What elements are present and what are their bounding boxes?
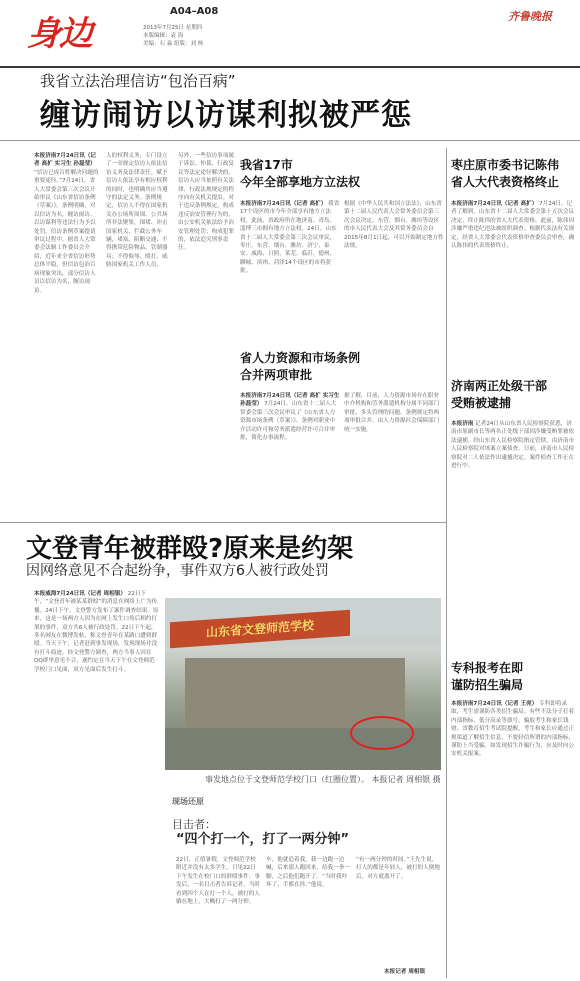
zaozhuang-body xyxy=(451,200,576,375)
lead-col3: 另外，一些信访事项属于诉讼、仲裁、行政复议等法定途径解决的，信访人应当依照有关法律、行政法规规定的程序向有关机关提出。对于违反条例规定，构成违反治安管理行为的，由公安机关依法给予治安管理处罚；构成犯罪的，依法追究刑事责任。 xyxy=(178,153,234,252)
end-byline: 本报记者 周相银 xyxy=(384,969,426,975)
hukou-title: 我省17市 今年全部享地方立法权 xyxy=(240,158,361,189)
witness-col2: 车，他就追着我，我一边跑一边喊，后来那人跑回来，给我一拳一脚，之后他们跑开了。“当时我吓坏了，手都在抖。”他说。 xyxy=(266,857,350,889)
hukou-byline: 本报济南7月24日讯（记者 高扩） xyxy=(240,201,327,207)
jinan-text: 记者24日从山东省人民检察院获悉，济南市原副市长等两名正处级干部因涉嫌受贿罪被依法逮捕。经山东省人民检察院指定管辖，由济南市人民检察院对该案立案侦查。日前，济南市人民检察院对二人依法作出逮捕决定。案件侦查工作正在进行中。 xyxy=(451,421,575,470)
lead-byline: 本报济南7月24日讯（记者 高扩 实习生 孙磊莹） xyxy=(34,153,97,168)
feature-headline: 文登青年被群殴?原来是约架 xyxy=(26,534,354,564)
jinan-body xyxy=(451,420,576,650)
page-range: A04–A08 xyxy=(170,6,219,17)
market-byline: 本报济南7月24日讯（记者 高扩 实习生 孙磊莹） xyxy=(240,393,340,408)
exam-byline: 本报济南7月24日讯（记者 王亮） xyxy=(451,701,538,707)
exam-title: 专科报考在即 谨防招生骗局 xyxy=(451,661,524,692)
zaozhuang-title: 枣庄原市委书记陈伟 省人大代表资格终止 xyxy=(451,158,560,189)
witness-col3: “有一两分钟的时间。”王先生说，打人的都是年轻人，被打的人倒地后，对方就离开了。 xyxy=(356,857,440,880)
masthead xyxy=(0,0,580,68)
section-label: 现场还原 xyxy=(172,797,204,806)
lead-col2: 人的权利义务，专门设立了一章规定信访人依法信访义务及法律责任。赋予信访人依法享有相应权利的同时，也明确其应当遵守的法定义务。条例规定，信访人不得在国家机关办公场所周围、公共场所非法聚集，围堵、冲击国家机关，拦截公务车辆，堵塞、阻断交通；不得携带危险物品、管制器具；不得侮辱、殴打、威胁国家机关工作人员。 xyxy=(106,153,168,269)
market-col2: 据了解，目前，人力资源市场存在职业中介机构和劳务派遣机构分属不同部门审批、多头管理的问题。条例规定将两项审批合并，由人力资源社会保障部门统一实施。 xyxy=(344,393,440,433)
section-logo: 身边 xyxy=(27,14,91,54)
school-sign: 山东省文登师范学校 xyxy=(170,610,350,649)
market-col1 xyxy=(240,392,340,517)
witness-label: 目击者： xyxy=(172,818,216,831)
feature-dek: 因网络意见不合起纷争，事件双方6人被行政处罚 xyxy=(26,563,329,579)
divider xyxy=(0,522,446,523)
feature-byline: 本报威海7月24日讯（记者 周相银） xyxy=(34,591,126,597)
witness-col1: 22日，正值暑假，文登师范学校附近并没有太多学生，只见22日下午发生在校门口的群殴事件。事发后，一名目击者告诉记者，当时看到四个人在打一个人，被打的人躺在地上，大概打了一两分钟。 xyxy=(176,857,260,906)
hukou-col2: 根据《中华人民共和国立法法》，山东省第十二届人民代表大会常务委员会第三次会议决定，东营、烟台、潍坊等设区的市人民代表大会及其常务委员会自2015年8月1日起，可以开始制定地方性法规。 xyxy=(344,201,444,250)
witness-quote: “四个打一个，打了一两分钟” xyxy=(176,832,350,847)
feature-body xyxy=(34,590,160,978)
lead-kicker: 我省立法治理信访“包治百病” xyxy=(40,72,236,90)
market-title: 省人力资源和市场条例 合并两项审批 xyxy=(240,351,361,382)
zaozhuang-text: 7月24日，记者了解到，山东省十二届人大常委会第十五次会议决定，终止陈伟的省人大代表资格。此前，陈伟因涉嫌严重违纪违法被组织调查。根据代表法有关规定，经省人大常委会代表资格审查委员会审查，确认陈伟的代表资格终止。 xyxy=(451,201,575,250)
red-circle-marker xyxy=(350,716,414,750)
column-divider xyxy=(446,148,447,978)
lead-col1 xyxy=(34,152,100,512)
zaozhuang-byline: 本报济南7月24日讯（记者 高扩） xyxy=(451,201,538,207)
newspaper-brand: 齐鲁晚报 xyxy=(508,10,552,23)
exam-body xyxy=(451,700,576,978)
jinan-title: 济南两正处级干部 受贿被逮捕 xyxy=(451,379,548,410)
photo-caption: 事发地点位于文登师范学校门口（红圈位置）。 本报记者 周相银 摄 xyxy=(205,775,441,784)
divider xyxy=(0,140,580,141)
edition-meta: 2013年7月25日 星期四 本版编辑：袁 海 美编：石 淼 组版：刘 杨 xyxy=(143,25,204,47)
exam-text: 专科即将录取，考生需谨防各类招生骗局。有些不法分子打着内部指标、低分高录等旗号，骗取考生和家长钱财。省教育招生考试院提醒，考生和家长应通过正规渠道了解招生信息，不要轻信所谓的内部指标，谨防上当受骗。如发现招生诈骗行为，应及时向公安机关报案。 xyxy=(451,701,575,758)
lead-headline: 缠访闹访以访谋利拟被严惩 xyxy=(40,98,412,133)
scene-photo xyxy=(165,598,441,770)
jinan-byline: 本报济南 xyxy=(451,421,474,427)
hukou-col1 xyxy=(240,200,340,350)
lead-body-1: “信访已成百姓解决问题的重要途径。”7月24日，省人大常委会第三次会议开始审议《山东省信访条例（草案）》。条例明确，对以信访为名，缠访闹访、以访谋利等违法行为予以处罚。信访条例草案提请审议过程中，据省人大常委会法制工作委员会介绍，近年来全省信访形势总体平稳，但信访包治百病现象突出，部分信访人员以信访为名，缠访闹访。 xyxy=(34,169,99,294)
hukou-body-1: 我省17个设区的市今年全部享有地方立法权。此前，省政府所在地济南、青岛、淄博三市拥有地方立法权。24日，山东省十二届人大常委会第三次会议审议，枣庄、东营、烟台、潍坊、济宁、泰安、威海、日照、莱芜、临沂、德州、聊城、滨州、菏泽14个设区的市将获批。 xyxy=(240,201,340,275)
feature-text: 22日下午，“文登青年被某某群殴”的消息在网络上广为传播。24日下午，文登警方发布了案件调查结果。原来，这是一场两方人因为在网上发生口角后相约打架的事件，双方共6人被行政处罚。22日下午起，多名网友在微博发帖，称文登青年在某路口遭到群殴。当天下午，记者赶到事发现场，发现现场并没有打斗痕迹。经文登警方调查，两方当事人因在QQ群里意见不合，遂约定在当天下午在文登师范学校门口见面，双方见面后发生打斗。 xyxy=(34,591,159,673)
market-body-1: 7月24日，山东省十二届人大常委会第三次会议审议了《山东省人力资源市场条例（草案）》。条例对职业中介活动许可和劳务派遣经营许可合并审批，简化办事流程。 xyxy=(240,401,337,442)
